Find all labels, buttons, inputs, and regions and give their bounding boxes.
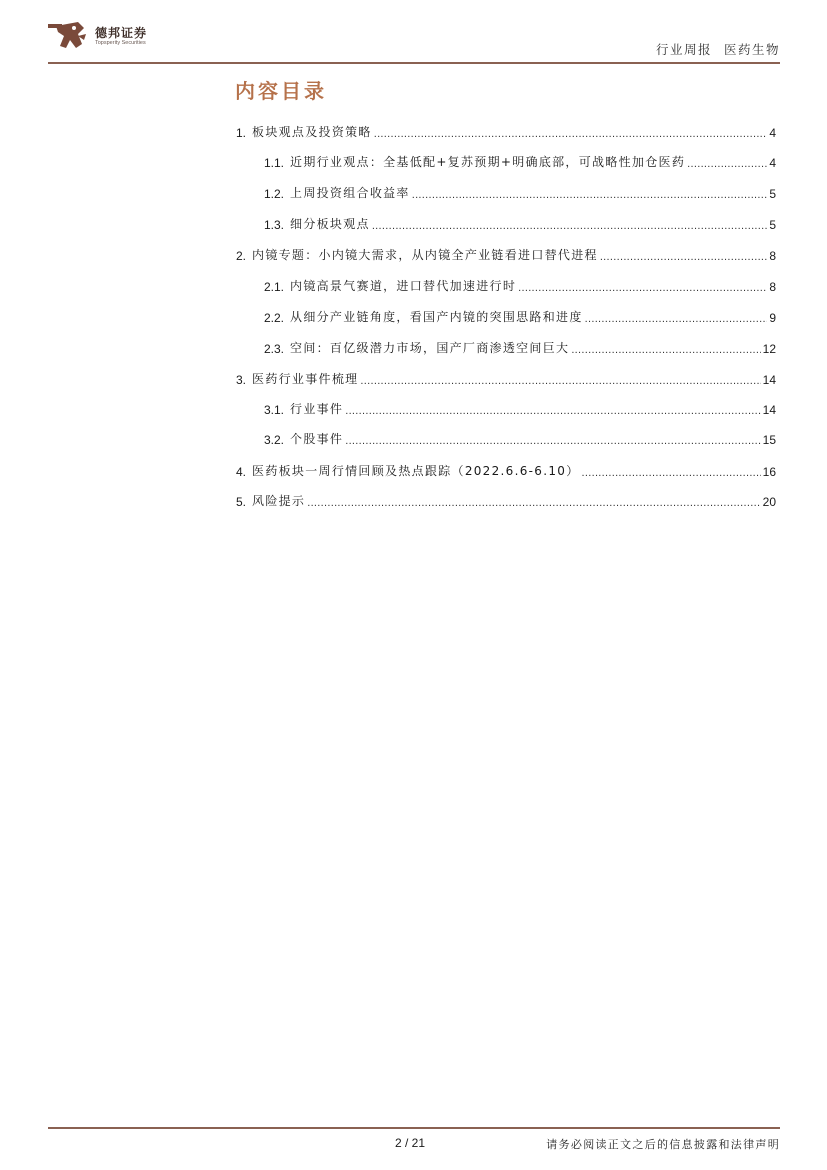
toc-title: 内容目录: [235, 79, 327, 103]
toc-entry-label: 近期行业观点：全基低配+复苏预期+明确底部，可战略性加仓医药: [290, 155, 686, 169]
toc-entry-page: 12: [762, 342, 776, 356]
toc-entry-page: 4: [769, 126, 776, 140]
toc-entry-label: 医药行业事件梳理: [252, 372, 359, 386]
brand-logo-icon: [48, 18, 88, 54]
toc-entry-number: 1.3.: [264, 218, 285, 232]
toc-dot-leader: [360, 375, 760, 387]
toc-entry-label: 板块观点及投资策略: [252, 125, 372, 139]
brand-logo: [48, 18, 188, 54]
toc-entry-number: 1.1.: [264, 156, 285, 170]
toc-entry[interactable]: [264, 399, 776, 417]
toc-entry-page: 14: [762, 373, 776, 387]
toc-dot-leader: [345, 405, 760, 417]
toc-entry[interactable]: [236, 122, 776, 140]
page-indicator: 2 / 21: [395, 1136, 426, 1150]
brand-name-cn: 德邦证券: [95, 26, 148, 40]
legal-disclaimer: 请务必阅读正文之后的信息披露和法律声明: [546, 1138, 780, 1151]
toc-entry-label: 从细分产业链角度，看国产内镜的突围思路和进度: [290, 310, 583, 324]
toc-entry[interactable]: [264, 338, 776, 356]
toc-entry-number: 1.: [236, 126, 247, 140]
toc-entry-page: 9: [769, 311, 776, 325]
toc-dot-leader: [412, 189, 768, 201]
footer-divider: [48, 1127, 780, 1129]
toc-entry-number: 4.: [236, 465, 247, 479]
toc-entry-number: 5.: [236, 495, 247, 509]
toc-entry-page: 15: [762, 433, 776, 447]
toc-entry-page: 16: [762, 465, 776, 479]
toc-entry-number: 3.: [236, 373, 247, 387]
toc-entry[interactable]: [264, 214, 776, 232]
toc-entry-label: 内镜专题：小内镜大需求，从内镜全产业链看进口替代进程: [252, 248, 598, 262]
report-type: 行业周报: [655, 42, 712, 57]
report-meta: [656, 40, 780, 58]
toc-entry[interactable]: [236, 369, 776, 387]
toc-entry-number: 2.3.: [264, 342, 285, 356]
toc-entry-label: 空间：百亿级潜力市场，国产厂商渗透空间巨大: [290, 341, 570, 355]
toc-entry[interactable]: [236, 245, 776, 263]
toc-dot-leader: [600, 251, 767, 263]
toc-entry-label: 个股事件: [290, 432, 344, 446]
toc-dot-leader: [372, 220, 767, 232]
toc-entry-page: 4: [769, 156, 776, 170]
toc-dot-leader: [374, 128, 768, 140]
report-sector: 医药生物: [723, 42, 780, 57]
toc-dot-leader: [345, 435, 760, 447]
toc-entry-label: 内镜高景气赛道，进口替代加速进行时: [290, 279, 517, 293]
toc-entry-number: 3.2.: [264, 433, 285, 447]
toc-entry-number: 2.: [236, 249, 247, 263]
toc-dot-leader: [582, 467, 761, 479]
toc-entry-label: 行业事件: [290, 402, 344, 416]
toc-dot-leader: [518, 282, 767, 294]
toc-entry[interactable]: [264, 429, 776, 447]
toc-entry-label: 上周投资组合收益率: [290, 186, 410, 200]
toc-dot-leader: [571, 344, 760, 356]
toc-entry[interactable]: [264, 276, 776, 294]
toc-entry-number: 1.2.: [264, 187, 285, 201]
toc-entry-label: 医药板块一周行情回顾及热点跟踪（2022.6.6-6.10）: [252, 464, 580, 478]
toc-entry-label: 风险提示: [252, 494, 306, 508]
toc-entry-page: 5: [769, 218, 776, 232]
toc-entry-number: 2.1.: [264, 280, 285, 294]
toc-entry-page: 8: [769, 249, 776, 263]
toc-entry[interactable]: [236, 491, 776, 509]
brand-name-en: Topsperity Securities: [95, 40, 146, 46]
toc-dot-leader: [307, 497, 760, 509]
toc-entry-page: 20: [762, 495, 776, 509]
toc-entry[interactable]: [264, 183, 776, 201]
toc-entry-page: 8: [769, 280, 776, 294]
toc-entry-number: 2.2.: [264, 311, 285, 325]
toc-entry-number: 3.1.: [264, 403, 285, 417]
toc-dot-leader: [585, 313, 768, 325]
toc-entry[interactable]: [236, 461, 776, 479]
toc-entry[interactable]: [264, 307, 776, 325]
toc-entry-page: 14: [762, 403, 776, 417]
toc-entry-label: 细分板块观点: [290, 217, 370, 231]
page-header: [48, 16, 780, 64]
toc-dot-leader: [687, 158, 767, 170]
toc-entry-page: 5: [769, 187, 776, 201]
toc-entry[interactable]: [264, 152, 776, 170]
header-divider: [48, 62, 780, 64]
